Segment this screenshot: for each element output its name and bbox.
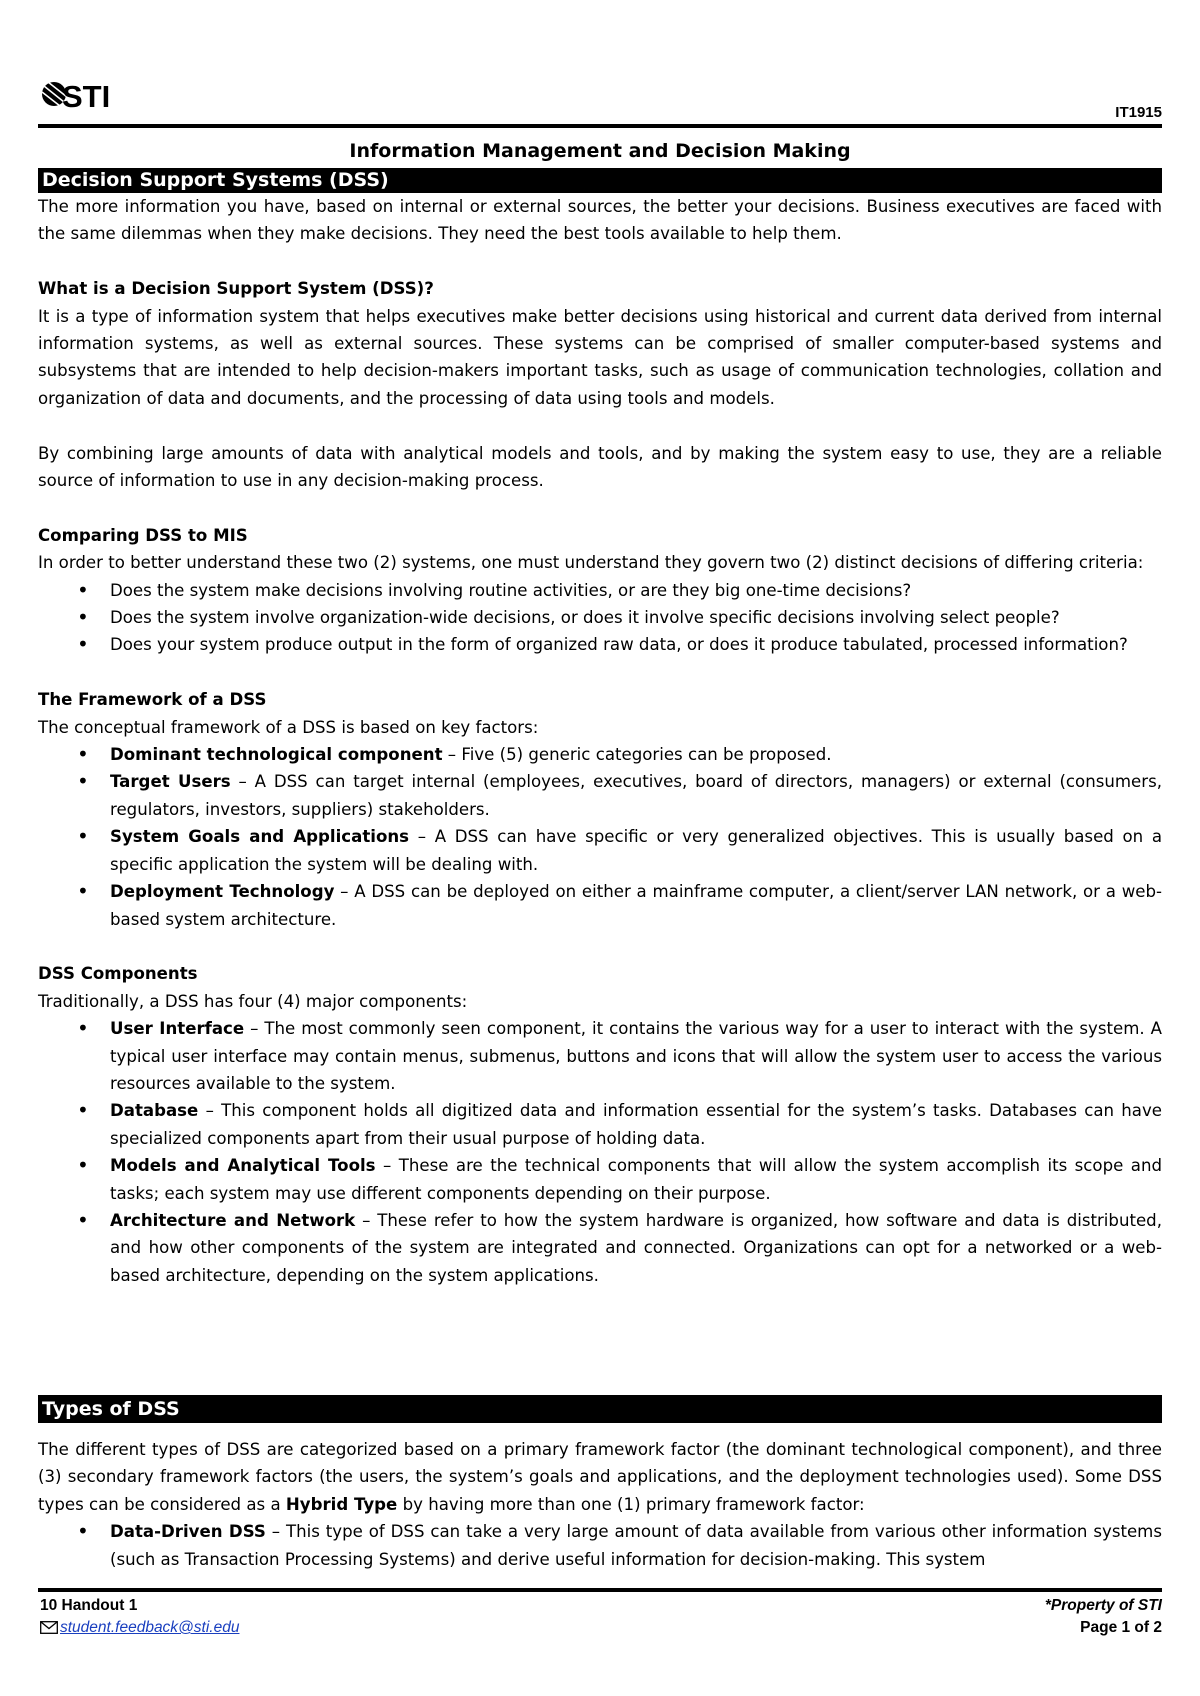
list-item	[110, 1015, 1162, 1097]
components-list	[38, 1015, 1162, 1289]
framework-list	[38, 741, 1162, 933]
property-label: *Property of STI	[1044, 1597, 1162, 1614]
envelope-icon	[40, 1621, 58, 1634]
heading-components: DSS Components	[38, 964, 198, 984]
list-item	[110, 768, 1162, 823]
list-item	[110, 741, 1162, 768]
list-term: Target Users	[110, 772, 231, 792]
section-title: Decision Support Systems (DSS)	[42, 169, 389, 191]
list-term: Database	[110, 1101, 199, 1121]
section-bar-types	[38, 1395, 1162, 1423]
list-term: System Goals and Applications	[110, 827, 410, 847]
heading-comparing: Comparing DSS to MIS	[38, 525, 248, 545]
list-term: Data-Driven DSS	[110, 1522, 266, 1542]
list-term: Deployment Technology	[110, 882, 335, 902]
section-body-types	[38, 1436, 1162, 1573]
list-desc: – These are the technical components that will allow the system accomplish its scope and tasks; each system may use different components depending on their purpose.	[110, 1156, 1162, 1203]
paragraph: By combining large amounts of data with analytical models and tools, and by making the system easy to use, they are a reliable source of information to use in any decision-making process.	[38, 443, 1162, 491]
footer-rule	[38, 1588, 1162, 1592]
list-item	[110, 1097, 1162, 1152]
list-term: Architecture and Network	[110, 1210, 356, 1230]
paragraph: In order to better understand these two (2) systems, one must understand they govern two (2) distinct decisions of differing criteria:	[38, 553, 1144, 573]
header-rule	[38, 124, 1162, 128]
paragraph: Traditionally, a DSS has four (4) major components:	[38, 991, 468, 1011]
hybrid-type-term: Hybrid Type	[285, 1494, 398, 1514]
list-desc: – A DSS can be deployed on either a mainframe computer, a client/server LAN network, or a web-based system architecture.	[110, 882, 1162, 929]
list-desc: – A DSS can have specific or very generalized objectives. This is usually based on a specific application the system will be dealing with.	[110, 827, 1162, 874]
list-desc: – A DSS can target internal (employees, executives, board of directors, managers) or external (consumers, regulators, investors, suppliers) stakeholders.	[110, 772, 1163, 819]
handout-label: 10 Handout 1	[40, 1597, 138, 1614]
list-item	[110, 1152, 1162, 1207]
section-body-dss	[38, 193, 1162, 1289]
section-bar-dss	[38, 168, 1162, 193]
intro-paragraph: The more information you have, based on internal or external sources, the better your decisions. Business executives are faced with the same dilemmas when they make decisions. They need the best tools available to help them.	[38, 197, 1162, 244]
email-line	[40, 1619, 239, 1637]
list-item	[110, 1518, 1162, 1573]
heading-framework: The Framework of a DSS	[38, 690, 267, 710]
list-term: Models and Analytical Tools	[110, 1156, 376, 1176]
list-item	[110, 1207, 1162, 1289]
document-title: Information Management and Decision Making	[349, 140, 851, 162]
svg-text:STI: STI	[62, 79, 111, 112]
list-desc: – The most commonly seen component, it contains the various way for a user to interact with the system. A typical user interface may contain menus, submenus, buttons and icons that will allow the system user to access the various resources available to the system.	[110, 1019, 1162, 1093]
list-item: • Does the system involve organization-wide decisions, or does it involve specific decisions involving select people?	[110, 604, 1162, 631]
types-list	[38, 1518, 1162, 1573]
list-item	[110, 878, 1162, 933]
list-desc: – This type of DSS can take a very large amount of data available from various other information systems (such as Transaction Processing Systems) and derive useful information for decision-making. This system	[110, 1522, 1162, 1569]
list-term: User Interface	[110, 1019, 245, 1039]
list-desc: – Five (5) generic categories can be proposed.	[442, 745, 832, 765]
page-number: Page 1 of 2	[1080, 1619, 1162, 1636]
list-item	[110, 823, 1162, 878]
list-term: Dominant technological component	[110, 745, 443, 765]
paragraph: The conceptual framework of a DSS is based on key factors:	[38, 717, 539, 737]
paragraph: The different types of DSS are categorized based on a primary framework factor (the dominant technological component), and three (3) secondary framework factors (the users, the system’s goals and applications, and the deployment technologies used). Some DSS types can be considered as a Hybrid Type by having more than one (1) primary framework factor:	[38, 1440, 1162, 1514]
paragraph: It is a type of information system that helps executives make better decisions using historical and current data derived from internal information systems, as well as external sources. These systems can be comprised of smaller computer-based systems and subsystems that are intended to help decision-makers important tasks, such as usage of communication technologies, collation and organization of data and documents, and the processing of data using tools and models.	[38, 306, 1162, 408]
list-desc: – These refer to how the system hardware is organized, how software and data is distributed, and how other components of the system are integrated and connected. Organizations can opt for a networked or a web-based architecture, depending on the system applications.	[110, 1210, 1162, 1285]
heading-what-is-dss: What is a Decision Support System (DSS)?	[38, 279, 434, 299]
section-title: Types of DSS	[42, 1398, 180, 1420]
list-item: • Does the system make decisions involving routine activities, or are they big one-time decisions?	[110, 577, 1162, 604]
list-desc: – This component holds all digitized data and information essential for the system’s tasks. Databases can have specialized components apart from their usual purpose of holding data.	[110, 1101, 1162, 1148]
email-link[interactable]: student.feedback@sti.edu	[60, 1619, 240, 1636]
compare-list	[38, 577, 1162, 659]
course-code: IT1915	[1115, 104, 1162, 121]
list-item: • Does your system produce output in the form of organized raw data, or does it produce tabulated, processed information?	[110, 631, 1162, 658]
sti-logo	[40, 76, 125, 112]
